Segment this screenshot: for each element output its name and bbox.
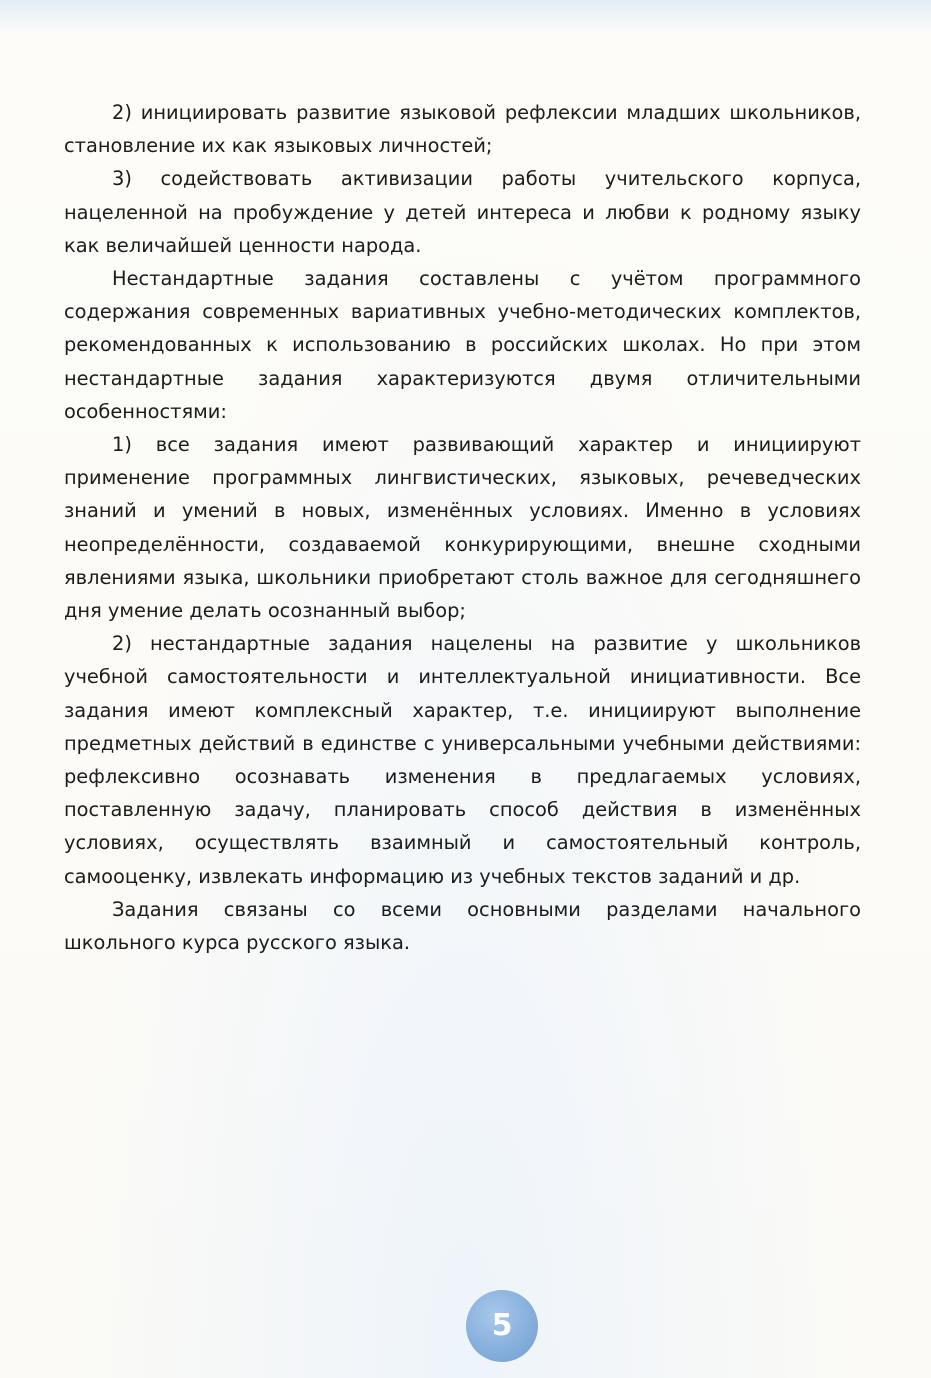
paragraph: 2) нестандартные задания нацелены на развитие у школьников учебной самостоятельности и интеллектуальной инициативности. Все задания имеют комплексный характер, т.е. инициируют выполнение предметных действий в единстве с универсальными учебными действиями: рефлексивно осознавать изменения в предлагаемых условиях, поставленную задачу, планировать способ действия в изменённых условиях, осуществлять взаимный и самостоятельный контроль, самооценку, извлекать информацию из учебных текстов заданий и др. [64,632,861,888]
paragraph: 3) содействовать активизации работы учительского корпуса, нацеленной на пробуждение у детей интереса и любви к родному языку как величайшей ценности народа. [64,167,861,257]
paragraph: 2) инициировать развитие языковой рефлексии младших школьников, становление их как языковых личностей; [64,101,861,158]
paragraph: 1) все задания имеют развивающий характер и инициируют применение программных лингвистических, языковых, речеведческих знаний и умений в новых, изменённых условиях. Именно в условиях неопределённости, создаваемой конкурирующими, внешне сходными явлениями языка, школьники приобретают столь важное для сегодняшнего дня умение делать осознанный выбор; [64,433,861,623]
paragraph: Нестандартные задания составлены с учётом программного содержания современных вариативных учебно-методических комплектов, рекомендованных к использованию в российских школах. Но при этом нестандартные задания характеризуются двумя отличительными особенностями: [64,267,861,423]
page-top-edge [0,0,931,34]
page-number-badge: 5 [466,1290,538,1362]
paragraph: Задания связаны со всеми основными разделами начального школьного курса русского языка. [64,897,861,955]
body-text [64,96,861,959]
